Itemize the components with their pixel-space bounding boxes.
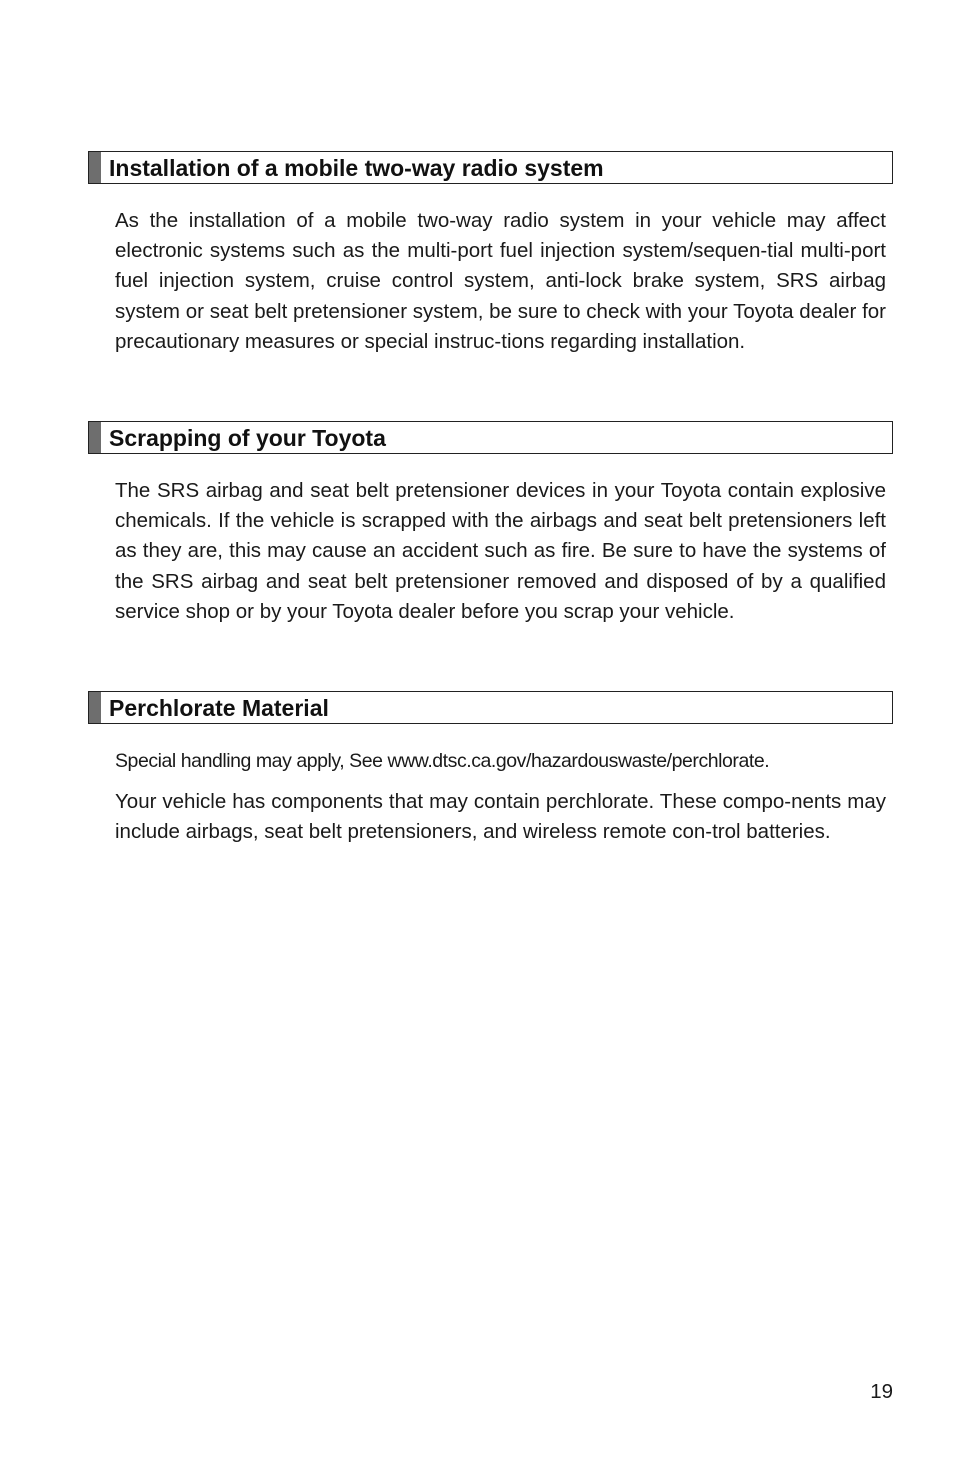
section-paragraph: As the installation of a mobile two-way radio system in your vehicle may affect electronic systems such as the multi-port fuel injection system/sequen-tial multi-port fuel injection system, cruise control system, anti-lock brake system, SRS airbag system or seat belt pretensioner system, be sure to check with your Toyota dealer for precautionary measures or special instruc-tions regarding installation. (115, 209, 886, 353)
section-scrapping (88, 421, 893, 627)
section-heading: Scrapping of your Toyota (109, 425, 386, 451)
page-number: 19 (870, 1380, 893, 1403)
section-heading: Perchlorate Material (109, 695, 329, 721)
section-heading-bar (88, 691, 893, 724)
heading-marker (89, 422, 101, 453)
section-heading: Installation of a mobile two-way radio system (109, 155, 604, 181)
heading-marker (89, 152, 101, 183)
section-heading-bar (88, 151, 893, 184)
perchlorate-notice: Special handling may apply, See www.dtsc.ca.gov/hazardouswaste/perchlorate. (115, 750, 770, 772)
heading-marker (89, 692, 101, 723)
section-heading-bar (88, 421, 893, 454)
section-perchlorate (88, 691, 893, 847)
section-two-way-radio (88, 151, 893, 357)
section-paragraph: The SRS airbag and seat belt pretensioner devices in your Toyota contain explosive chemicals. If the vehicle is scrapped with the airbags and seat belt pretensioners left as they are, this may cause an accident such as fire. Be sure to have the systems of the SRS airbag and seat belt pretensioner removed and disposed of by a qualified service shop or by your Toyota dealer before you scrap your vehicle. (115, 479, 886, 623)
section-paragraph: Your vehicle has components that may contain perchlorate. These compo-nents may include airbags, seat belt pretensioners, and wireless remote con-trol batteries. (115, 790, 886, 844)
